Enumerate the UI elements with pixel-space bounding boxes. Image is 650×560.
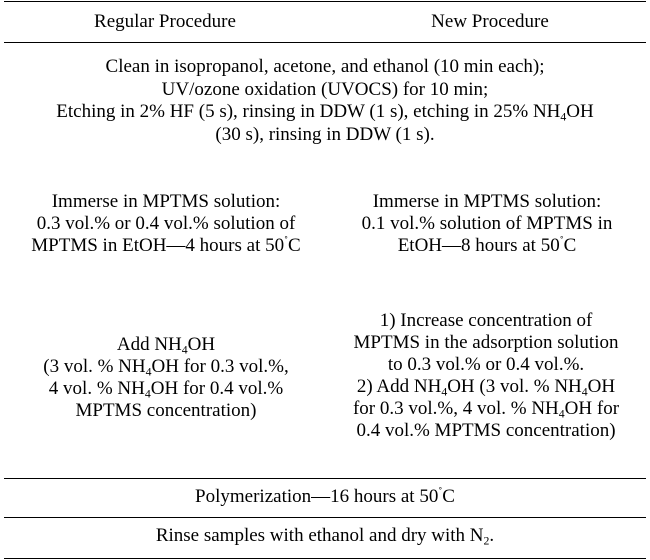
cleaning-step	[0, 56, 650, 146]
additive-new	[322, 310, 650, 442]
immersion-new-line: Immerse in MPTMS solution:	[372, 191, 602, 212]
additive-regular-line: MPTMS concentration)	[75, 400, 257, 421]
rinse-text: Rinse samples with ethanol and dry with $N_2$.	[155, 525, 495, 548]
header-new-label: New Procedure	[431, 11, 549, 32]
additive-regular-line: 4 vol. % $NH_4OH$ for 0.4 vol.%	[48, 378, 284, 401]
cleaning-line: (30 s), rinsing in DDW (1 s).	[215, 123, 435, 145]
immersion-new	[324, 191, 650, 257]
polymerization-text: Polymerization—16 hours at 50˚C	[195, 485, 455, 507]
cleaning-line: Etching in 2% HF (5 s), rinsing in DDW (1 s), etching in 25% $NH_4OH$	[56, 101, 594, 124]
immersion-regular-line: 0.3 vol.% or 0.4 vol.% solution of	[36, 213, 296, 234]
additive-new-line: MPTMS in the adsorption solution	[353, 332, 619, 353]
immersion-new-line: 0.1 vol.% solution of MPTMS in	[361, 213, 613, 234]
additive-regular-line: (3 vol. % $NH_4OH$ for 0.3 vol.%,	[43, 356, 289, 379]
additive-new-line: 1) Increase concentration of	[379, 310, 593, 331]
immersion-regular	[0, 191, 332, 257]
additive-new-line: 2) Add $NH_4OH$ (3 vol. % $NH_4OH$	[356, 376, 616, 399]
additive-new-line: to 0.3 vol.% or 0.4 vol.%.	[387, 354, 585, 375]
rinse-rule	[4, 517, 646, 518]
cleaning-line: Clean in isopropanol, acetone, and ethanol (10 min each);	[105, 56, 545, 77]
additive-regular	[0, 334, 332, 422]
header-regular-procedure	[0, 11, 330, 33]
immersion-regular-line: Immerse in MPTMS solution:	[51, 191, 281, 212]
rinse-step	[0, 525, 650, 547]
table-bottom-rule	[4, 558, 646, 559]
polymerization-step	[0, 486, 650, 508]
table-top-rule	[4, 1, 646, 2]
immersion-new-line: EtOH—8 hours at 50˚C	[397, 234, 577, 256]
cleaning-line: UV/ozone oxidation (UVOCS) for 10 min;	[161, 78, 489, 100]
additive-new-line: 0.4 vol.% MPTMS concentration)	[356, 420, 616, 441]
polymerization-rule	[4, 478, 646, 479]
additive-regular-line: Add $NH_4OH$	[116, 334, 216, 357]
header-regular-label: Regular Procedure	[94, 11, 236, 32]
header-rule	[4, 42, 646, 43]
immersion-regular-line: MPTMS in EtOH—4 hours at 50˚C	[31, 234, 301, 256]
additive-new-line: for 0.3 vol.%, 4 vol. % $NH_4OH$ for	[352, 398, 620, 421]
header-new-procedure	[330, 11, 650, 33]
